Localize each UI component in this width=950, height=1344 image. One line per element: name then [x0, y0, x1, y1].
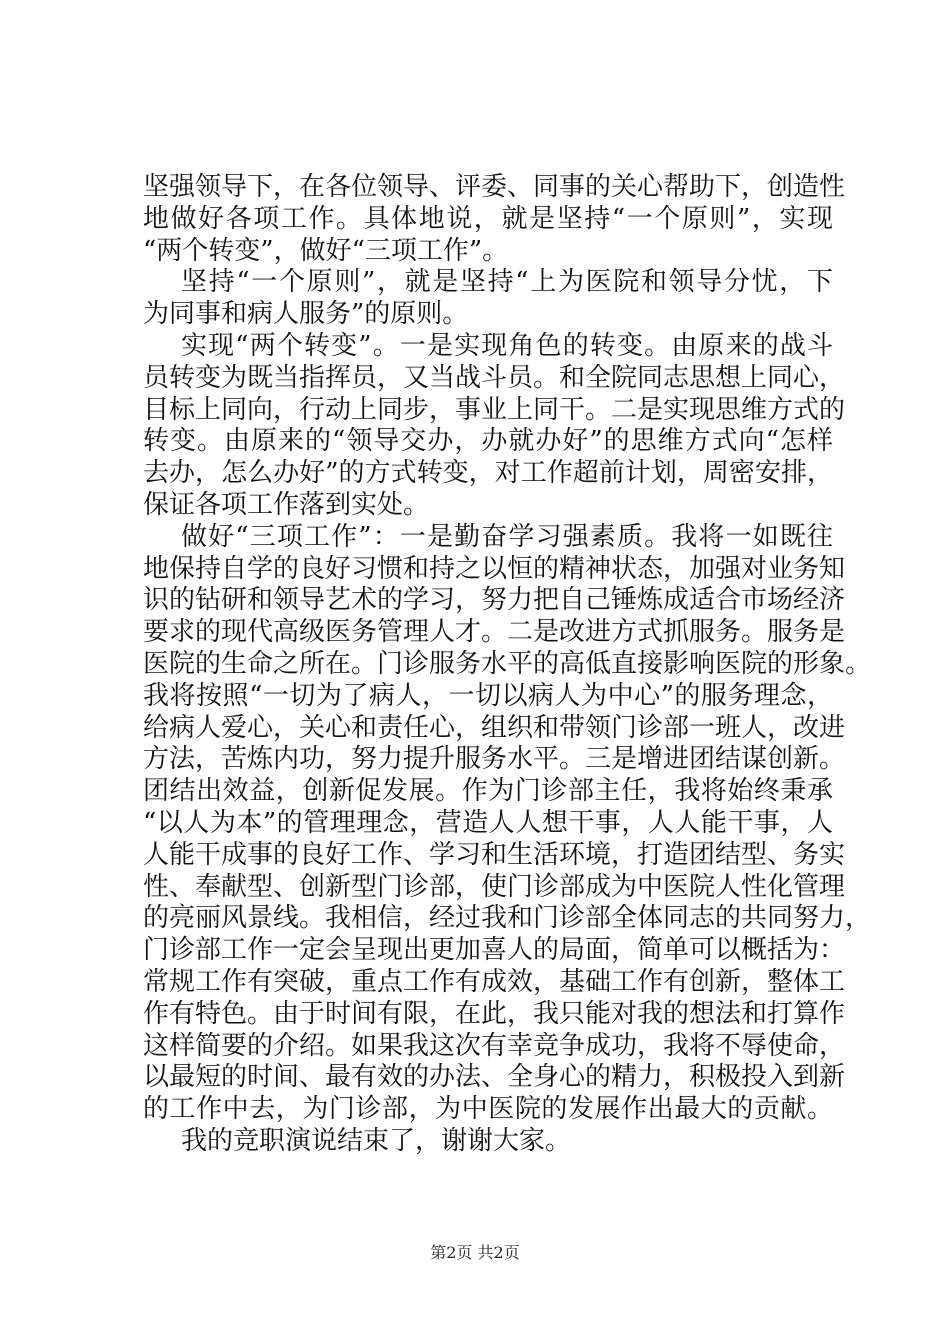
text-line: 员转变为既当指挥员，又当战斗员。和全院同志思想上同心， — [143, 362, 846, 393]
text-line: 为同事和病人服务”的原则。 — [143, 299, 469, 330]
text-line: 门诊部工作一定会呈现出更加喜人的局面，简单可以概括为： — [143, 935, 846, 966]
document-body — [143, 172, 872, 1158]
paragraph-first-line: 做好“三项工作”：一是勤奋学习强素质。我将一如既往 — [181, 521, 833, 552]
text-line: 转变。由原来的“领导交办，办就办好”的思维方式向“怎样 — [143, 426, 833, 457]
page-footer: 第2页 共2页 — [430, 1243, 520, 1262]
text-line: 给病人爱心，关心和责任心，组织和带领门诊部一班人，改进 — [143, 712, 846, 743]
text-line: 人能干成事的良好工作、学习和生活环境，打造团结型、务实 — [143, 839, 846, 870]
text-line: 目标上同向，行动上同步，事业上同干。二是实现思维方式的 — [143, 394, 846, 425]
text-line: 地保持自学的良好习惯和持之以恒的精神状态，加强对业务知 — [143, 553, 846, 584]
text-line: 医院的生命之所在。门诊服务水平的高低直接影响医院的形象。 — [143, 648, 872, 679]
paragraph-first-line: 我的竞职演说结束了，谢谢大家。 — [181, 1125, 572, 1156]
text-line: 识的钻研和领导艺术的学习，努力把自己锤炼成适合市场经济 — [143, 585, 846, 616]
text-line: 我将按照“一切为了病人，一切以病人为中心”的服务理念， — [143, 680, 833, 711]
text-line: 性、奉献型、创新型门诊部，使门诊部成为中医院人性化管理 — [143, 871, 846, 902]
text-line: 团结出效益，创新促发展。作为门诊部主任，我将始终秉承 — [143, 776, 833, 807]
text-line: 的工作中去，为门诊部，为中医院的发展作出最大的贡献。 — [143, 1094, 833, 1125]
paragraph-first-line: 坚持“一个原则”，就是坚持“上为医院和领导分忧，下 — [181, 267, 833, 298]
text-line: 这样简要的介绍。如果我这次有幸竞争成功，我将不辱使命， — [143, 1030, 846, 1061]
text-line: 地做好各项工作。具体地说，就是坚持“一个原则”，实现 — [143, 203, 833, 234]
text-line: 作有特色。由于时间有限，在此，我只能对我的想法和打算作 — [143, 998, 846, 1029]
text-line: 方法，苦炼内功，努力提升服务水平。三是增进团结谋创新。 — [143, 744, 846, 775]
text-line: 坚强领导下，在各位领导、评委、同事的关心帮助下，创造性 — [143, 172, 846, 202]
text-line: 的亮丽风景线。我相信，经过我和门诊部全体同志的共同努力， — [143, 903, 872, 934]
text-line: 以最短的时间、最有效的办法、全身心的精力，积极投入到新 — [143, 1062, 846, 1093]
text-line: 常规工作有突破，重点工作有成效，基础工作有创新，整体工 — [143, 966, 846, 997]
text-line: “两个转变”，做好“三项工作”。 — [143, 235, 509, 266]
text-line: 保证各项工作落到实处。 — [143, 489, 430, 520]
text-line: 去办，怎么办好”的方式转变，对工作超前计划，周密安排， — [143, 458, 833, 489]
paragraph-first-line: 实现“两个转变”。一是实现角色的转变。由原来的战斗 — [181, 330, 833, 361]
text-line: “以人为本”的管理理念，营造人人想干事，人人能干事，人 — [143, 807, 833, 838]
text-line: 要求的现代高级医务管理人才。二是改进方式抓服务。服务是 — [143, 617, 846, 648]
